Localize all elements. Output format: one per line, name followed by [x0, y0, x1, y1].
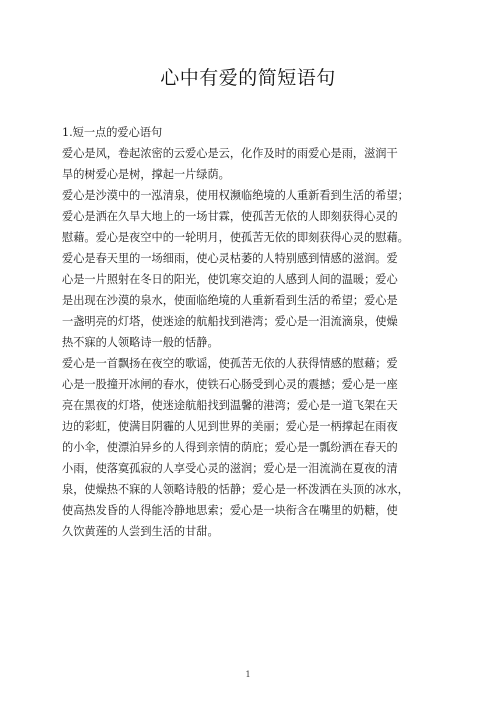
paragraph-line: 久饮黄莲的人尝到生活的甘甜。 — [62, 525, 219, 538]
paragraph-2 — [62, 185, 434, 353]
paragraph-line: 旱的树爱心是树，撑起一片绿荫。 — [62, 168, 230, 181]
document-title: 心中有爱的简短语句 — [160, 67, 336, 89]
paragraph-line: 爱心是风，卷起浓密的云爱心是云，化作及时的雨爱心是雨，滋润干 — [62, 147, 398, 160]
paragraph-line: 热不寐的人领略诗一般的恬静。 — [62, 336, 219, 349]
paragraph-line: 心是一股撞开冰闸的春水，使铁石心肠受到心灵的震撼；爱心是一座 — [62, 378, 398, 391]
paragraph-line: 小雨，使落寞孤寂的人享受心灵的滋润；爱心是一泪流淌在夏夜的清 — [62, 462, 398, 475]
paragraph-line: 亮在黑夜的灯塔，使迷途航船找到温馨的港湾；爱心是一道飞架在天 — [62, 399, 398, 412]
paragraph-1 — [62, 143, 434, 185]
paragraph-line: 使高热发昏的人得能冷静地思索；爱心是一块衔含在嘴里的奶糖，使 — [62, 504, 398, 517]
paragraph-line: 的小伞，使漂泊异乡的人得到亲情的荫庇；爱心是一瓢纷洒在春天的 — [62, 441, 398, 454]
paragraph-line: 一盏明亮的灯塔，使迷途的航船找到港湾；爱心是一泪流滴泉，使燥 — [62, 315, 398, 328]
paragraph-line: 心是一片照射在冬日的阳光，使饥寒交迫的人感到人间的温暖；爱心 — [62, 273, 398, 286]
paragraph-line: 爱心是洒在久旱大地上的一场甘霖，使孤苦无依的人即刻获得心灵的 — [62, 210, 398, 223]
paragraph-line: 爱心是一首飘扬在夜空的歌谣，使孤苦无依的人获得情感的慰藉；爱 — [62, 357, 398, 370]
paragraph-line: 爱心是沙漠中的一泓清泉，使用权濒临绝境的人重新看到生活的希望； — [62, 189, 409, 202]
section-heading: 1.短一点的爱心语句 — [62, 126, 163, 139]
paragraph-line: 爱心是春天里的一场细雨，使心灵枯萎的人特别感到情感的滋润。爱 — [62, 252, 398, 265]
page-number: 1 — [245, 670, 251, 679]
document-body — [62, 122, 434, 542]
paragraph-line: 边的彩虹，使满目阴霾的人见到世界的美丽；爱心是一柄撑起在雨夜 — [62, 420, 398, 433]
paragraph-line: 慰藉。爱心是夜空中的一轮明月，使孤苦无依的即刻获得心灵的慰藉。 — [62, 231, 409, 244]
paragraph-line: 泉，使燥热不寐的人领略诗般的恬静；爱心是一杯泼洒在头顶的冰水， — [62, 483, 409, 496]
paragraph-3 — [62, 353, 434, 542]
paragraph-line: 是出现在沙漠的泉水，使面临绝境的人重新看到生活的希望；爱心是 — [62, 294, 398, 307]
